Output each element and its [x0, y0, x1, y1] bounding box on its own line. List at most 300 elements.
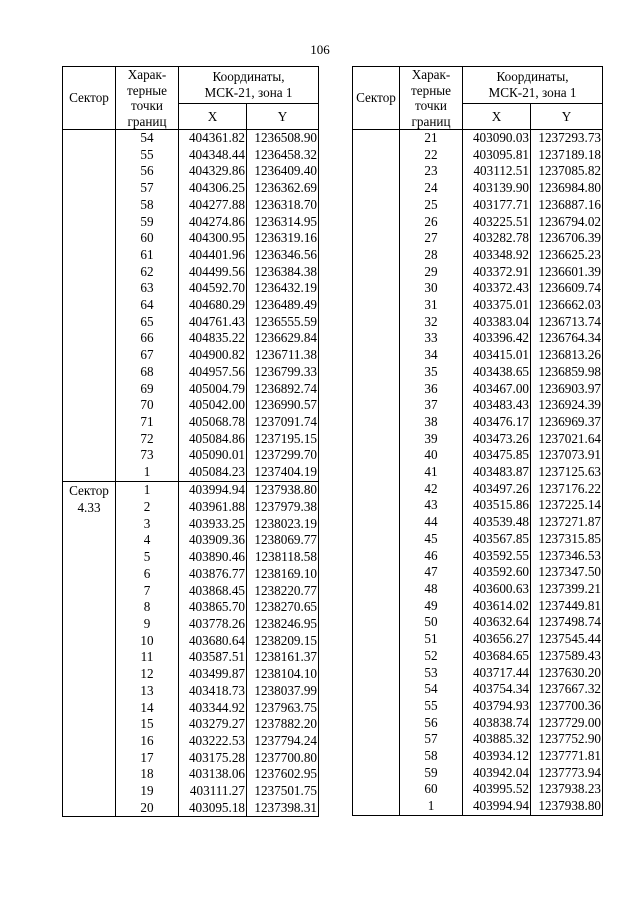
y-cell: 1236711.38: [247, 347, 319, 364]
table-row: [63, 297, 319, 314]
x-cell: 403909.36: [179, 532, 247, 549]
table-row: [353, 447, 603, 464]
y-cell: 1238118.58: [247, 549, 319, 566]
sector-cell: [353, 581, 400, 598]
table-row: [353, 748, 603, 765]
table-row: [353, 698, 603, 715]
x-cell: 403095.18: [179, 800, 247, 817]
y-cell: 1236859.98: [531, 364, 603, 381]
sector-cell: [353, 481, 400, 498]
table-row: [63, 397, 319, 414]
x-cell: 403933.25: [179, 516, 247, 533]
point-cell: 4: [116, 532, 179, 549]
point-cell: 44: [400, 514, 463, 531]
sector-cell: [63, 314, 116, 331]
sector-cell: [63, 750, 116, 767]
point-cell: 23: [400, 163, 463, 180]
sector-cell: [353, 297, 400, 314]
x-cell: 403995.52: [463, 781, 531, 798]
x-cell: 404680.29: [179, 297, 247, 314]
table-row: [63, 130, 319, 147]
y-cell: 1237752.90: [531, 731, 603, 748]
point-cell: 34: [400, 347, 463, 364]
point-cell: 56: [116, 163, 179, 180]
table-row: [353, 130, 603, 147]
x-cell: 403139.90: [463, 180, 531, 197]
point-cell: 5: [116, 549, 179, 566]
point-cell: 12: [116, 666, 179, 683]
sector-cell: [63, 447, 116, 464]
x-cell: 403095.81: [463, 147, 531, 164]
point-cell: 57: [116, 180, 179, 197]
sector-cell: [353, 163, 400, 180]
point-cell: 13: [116, 683, 179, 700]
table-row: [63, 264, 319, 281]
table-row: [353, 364, 603, 381]
y-cell: 1237700.80: [247, 750, 319, 767]
y-cell: 1237938.80: [247, 481, 319, 499]
point-cell: 71: [116, 414, 179, 431]
x-cell: 403372.43: [463, 280, 531, 297]
y-cell: 1237293.73: [531, 130, 603, 147]
point-cell: 54: [400, 681, 463, 698]
point-cell: 51: [400, 631, 463, 648]
point-cell: 55: [400, 698, 463, 715]
table-row: [63, 566, 319, 583]
table-row: [63, 666, 319, 683]
y-header: Y: [247, 103, 319, 129]
table-row: [353, 347, 603, 364]
y-cell: 1238104.10: [247, 666, 319, 683]
x-cell: 403994.94: [463, 798, 531, 815]
table-row: [353, 564, 603, 581]
sector-cell: [353, 548, 400, 565]
sector-cell: [353, 731, 400, 748]
sector-cell: [63, 264, 116, 281]
x-cell: 403890.46: [179, 549, 247, 566]
sector-cell: [353, 180, 400, 197]
x-cell: 403467.00: [463, 381, 531, 398]
table-row: [63, 716, 319, 733]
point-cell: 11: [116, 649, 179, 666]
table-row: [63, 447, 319, 464]
table-row: [353, 230, 603, 247]
x-cell: 403885.32: [463, 731, 531, 748]
y-cell: 1236713.74: [531, 314, 603, 331]
y-cell: 1237938.80: [531, 798, 603, 815]
x-cell: 403592.55: [463, 548, 531, 565]
x-cell: 404592.70: [179, 280, 247, 297]
table-row: [63, 464, 319, 481]
y-cell: 1237189.18: [531, 147, 603, 164]
table-row: [353, 514, 603, 531]
sector-cell: [63, 649, 116, 666]
point-cell: 32: [400, 314, 463, 331]
table-row: [353, 598, 603, 615]
y-cell: 1237404.19: [247, 464, 319, 481]
sector-cell: 4.33: [63, 499, 116, 516]
y-cell: 1236969.37: [531, 414, 603, 431]
point-cell: 1: [116, 464, 179, 481]
table-row: [353, 180, 603, 197]
point-cell: 43: [400, 497, 463, 514]
sector-cell: [353, 665, 400, 682]
x-cell: 404361.82: [179, 130, 247, 147]
table-row: [63, 499, 319, 516]
y-cell: 1236458.32: [247, 147, 319, 164]
y-header: Y: [531, 103, 603, 129]
x-cell: 403778.26: [179, 616, 247, 633]
point-cell: 46: [400, 548, 463, 565]
y-cell: 1237347.50: [531, 564, 603, 581]
table-row: [63, 800, 319, 817]
x-cell: 403515.86: [463, 497, 531, 514]
table-row: [353, 548, 603, 565]
x-cell: 403483.43: [463, 397, 531, 414]
point-cell: 54: [116, 130, 179, 147]
sector-cell: [63, 532, 116, 549]
table-row: [63, 516, 319, 533]
point-cell: 70: [116, 397, 179, 414]
table-row: [353, 214, 603, 231]
sector-cell: [353, 564, 400, 581]
x-cell: 403344.92: [179, 700, 247, 717]
y-cell: 1236662.03: [531, 297, 603, 314]
table-row: [63, 347, 319, 364]
y-cell: 1238037.99: [247, 683, 319, 700]
x-cell: 403876.77: [179, 566, 247, 583]
x-cell: 405042.00: [179, 397, 247, 414]
x-cell: 403754.34: [463, 681, 531, 698]
sector-cell: [353, 197, 400, 214]
x-cell: 403868.45: [179, 583, 247, 600]
x-cell: 403600.63: [463, 581, 531, 598]
sector-cell: [63, 130, 116, 147]
point-cell: 2: [116, 499, 179, 516]
point-cell: 63: [116, 280, 179, 297]
sector-cell: [353, 614, 400, 631]
table-row: [63, 214, 319, 231]
point-cell: 24: [400, 180, 463, 197]
y-cell: 1237773.94: [531, 765, 603, 782]
table-row: [63, 414, 319, 431]
y-cell: 1238169.10: [247, 566, 319, 583]
sector-cell: [353, 447, 400, 464]
y-cell: 1237545.44: [531, 631, 603, 648]
point-cell: 59: [116, 214, 179, 231]
y-cell: 1236319.16: [247, 230, 319, 247]
x-cell: 403177.71: [463, 197, 531, 214]
y-cell: 1236384.38: [247, 264, 319, 281]
sector-cell: [353, 147, 400, 164]
x-cell: 403175.28: [179, 750, 247, 767]
sector-cell: [353, 381, 400, 398]
sector-cell: [353, 280, 400, 297]
sector-cell: [63, 783, 116, 800]
point-cell: 19: [116, 783, 179, 800]
x-cell: 403865.70: [179, 599, 247, 616]
sector-cell: [63, 364, 116, 381]
sector-cell: [353, 798, 400, 815]
table-row: [353, 665, 603, 682]
y-cell: 1237498.74: [531, 614, 603, 631]
x-cell: 404957.56: [179, 364, 247, 381]
x-cell: 403942.04: [463, 765, 531, 782]
x-cell: 403225.51: [463, 214, 531, 231]
x-cell: 403684.65: [463, 648, 531, 665]
sector-cell: [63, 297, 116, 314]
table-row: [353, 648, 603, 665]
table-row: [353, 781, 603, 798]
point-cell: 36: [400, 381, 463, 398]
x-cell: 403994.94: [179, 481, 247, 499]
point-cell: 35: [400, 364, 463, 381]
table-row: [63, 364, 319, 381]
y-cell: 1236984.80: [531, 180, 603, 197]
table-row: [353, 631, 603, 648]
sector-cell: [353, 765, 400, 782]
point-cell: 57: [400, 731, 463, 748]
y-cell: 1237299.70: [247, 447, 319, 464]
table-row: [63, 280, 319, 297]
x-cell: 403138.06: [179, 766, 247, 783]
y-cell: 1237589.43: [531, 648, 603, 665]
y-cell: 1237449.81: [531, 598, 603, 615]
sector-cell: [63, 163, 116, 180]
point-cell: 38: [400, 414, 463, 431]
point-cell: 1: [400, 798, 463, 815]
y-cell: 1238209.15: [247, 633, 319, 650]
x-cell: 403717.44: [463, 665, 531, 682]
sector-cell: [353, 514, 400, 531]
table-row: [353, 731, 603, 748]
table-row: [353, 297, 603, 314]
point-cell: 67: [116, 347, 179, 364]
point-cell: 1: [116, 481, 179, 499]
point-cell: 41: [400, 464, 463, 481]
point-cell: 26: [400, 214, 463, 231]
table-row: [63, 633, 319, 650]
sector-cell: [353, 748, 400, 765]
y-cell: 1236794.02: [531, 214, 603, 231]
y-cell: 1237938.23: [531, 781, 603, 798]
sector-cell: [63, 414, 116, 431]
x-cell: 403961.88: [179, 499, 247, 516]
point-cell: 30: [400, 280, 463, 297]
point-cell: 16: [116, 733, 179, 750]
y-cell: 1237271.87: [531, 514, 603, 531]
point-cell: 55: [116, 147, 179, 164]
x-cell: 403838.74: [463, 715, 531, 732]
sector-cell: [63, 247, 116, 264]
sector-cell: [63, 214, 116, 231]
y-cell: 1237630.20: [531, 665, 603, 682]
table-row: [353, 431, 603, 448]
table-row: [353, 197, 603, 214]
x-cell: 403348.92: [463, 247, 531, 264]
sector-cell: [63, 733, 116, 750]
sector-cell: Сектор: [63, 481, 116, 499]
table-row: [353, 280, 603, 297]
y-cell: 1236409.40: [247, 163, 319, 180]
table-row: [353, 381, 603, 398]
sector-cell: [353, 698, 400, 715]
table-row: [353, 497, 603, 514]
y-cell: 1236362.69: [247, 180, 319, 197]
y-cell: 1238220.77: [247, 583, 319, 600]
sector-cell: [63, 280, 116, 297]
sector-cell: [353, 264, 400, 281]
sector-cell: [63, 397, 116, 414]
table-row: [353, 581, 603, 598]
sector-cell: [353, 631, 400, 648]
table-row: [353, 765, 603, 782]
point-cell: 68: [116, 364, 179, 381]
point-cell: 56: [400, 715, 463, 732]
sector-cell: [353, 414, 400, 431]
y-cell: 1237771.81: [531, 748, 603, 765]
point-cell: 20: [116, 800, 179, 817]
point-cell: 48: [400, 581, 463, 598]
sector-cell: [63, 583, 116, 600]
table-row: [63, 381, 319, 398]
point-cell: 58: [116, 197, 179, 214]
point-cell: 45: [400, 531, 463, 548]
sector-cell: [63, 633, 116, 650]
sector-cell: [353, 648, 400, 665]
x-cell: 403418.73: [179, 683, 247, 700]
sector-cell: [63, 716, 116, 733]
point-cell: 21: [400, 130, 463, 147]
sector-cell: [63, 599, 116, 616]
x-cell: 404900.82: [179, 347, 247, 364]
y-cell: 1237882.20: [247, 716, 319, 733]
table-row: [63, 616, 319, 633]
x-cell: 403680.64: [179, 633, 247, 650]
sector-cell: [63, 347, 116, 364]
point-cell: 60: [116, 230, 179, 247]
x-cell: 404761.43: [179, 314, 247, 331]
x-cell: 403499.87: [179, 666, 247, 683]
point-cell: 58: [400, 748, 463, 765]
x-cell: 403614.02: [463, 598, 531, 615]
point-cell: 72: [116, 431, 179, 448]
sector-cell: [63, 147, 116, 164]
x-cell: 404277.88: [179, 197, 247, 214]
y-cell: 1238246.95: [247, 616, 319, 633]
sector-cell: [353, 330, 400, 347]
point-cell: 10: [116, 633, 179, 650]
table-row: [63, 683, 319, 700]
x-cell: 403282.78: [463, 230, 531, 247]
point-cell: 37: [400, 397, 463, 414]
point-cell: 29: [400, 264, 463, 281]
y-cell: 1236924.39: [531, 397, 603, 414]
x-cell: 403567.85: [463, 531, 531, 548]
sector-cell: [353, 781, 400, 798]
sector-cell: [353, 130, 400, 147]
point-cell: 64: [116, 297, 179, 314]
sector-cell: [353, 497, 400, 514]
sector-cell: [63, 566, 116, 583]
y-cell: 1237085.82: [531, 163, 603, 180]
table-row: [63, 247, 319, 264]
x-cell: 404274.86: [179, 214, 247, 231]
y-cell: 1237315.85: [531, 531, 603, 548]
y-cell: 1237399.21: [531, 581, 603, 598]
table-row: [353, 264, 603, 281]
point-cell: 17: [116, 750, 179, 767]
y-cell: 1236903.97: [531, 381, 603, 398]
point-cell: 27: [400, 230, 463, 247]
sector-cell: [63, 381, 116, 398]
x-cell: 403473.26: [463, 431, 531, 448]
x-cell: 404306.25: [179, 180, 247, 197]
table-row: [63, 197, 319, 214]
sector-cell: [63, 431, 116, 448]
y-cell: 1236314.95: [247, 214, 319, 231]
x-cell: 403656.27: [463, 631, 531, 648]
y-cell: 1236318.70: [247, 197, 319, 214]
table-row: [63, 532, 319, 549]
sector-cell: [63, 464, 116, 481]
sector-cell: [353, 230, 400, 247]
sector-cell: [353, 397, 400, 414]
point-cell: 49: [400, 598, 463, 615]
table-row: [353, 798, 603, 815]
table-row: [353, 247, 603, 264]
x-header: X: [463, 103, 531, 129]
sector-cell: [63, 180, 116, 197]
x-cell: 405084.86: [179, 431, 247, 448]
x-cell: 405090.01: [179, 447, 247, 464]
x-cell: 404835.22: [179, 330, 247, 347]
point-cell: 14: [116, 700, 179, 717]
table-row: [63, 783, 319, 800]
point-cell: 25: [400, 197, 463, 214]
coordinates-header: Координаты, МСК-21, зона 1: [179, 67, 319, 104]
y-cell: 1236601.39: [531, 264, 603, 281]
y-cell: 1236609.74: [531, 280, 603, 297]
x-cell: 403396.42: [463, 330, 531, 347]
page-number: 106: [310, 42, 330, 57]
table-row: [353, 163, 603, 180]
y-cell: 1236555.59: [247, 314, 319, 331]
x-cell: 403592.60: [463, 564, 531, 581]
table-row: [63, 549, 319, 566]
sector-cell: [353, 364, 400, 381]
point-cell: 66: [116, 330, 179, 347]
point-cell: 3: [116, 516, 179, 533]
x-cell: 403497.26: [463, 481, 531, 498]
x-cell: 403090.03: [463, 130, 531, 147]
sector-cell: [63, 330, 116, 347]
y-cell: 1237963.75: [247, 700, 319, 717]
x-cell: 403539.48: [463, 514, 531, 531]
sector-cell: [353, 347, 400, 364]
sector-cell: [63, 516, 116, 533]
y-cell: 1236629.84: [247, 330, 319, 347]
y-cell: 1238023.19: [247, 516, 319, 533]
sector-cell: [353, 681, 400, 698]
sector-cell: [63, 230, 116, 247]
x-cell: 403794.93: [463, 698, 531, 715]
x-cell: 404329.86: [179, 163, 247, 180]
x-cell: 403279.27: [179, 716, 247, 733]
y-cell: 1238161.37: [247, 649, 319, 666]
table-row: [353, 681, 603, 698]
table-row: [63, 750, 319, 767]
